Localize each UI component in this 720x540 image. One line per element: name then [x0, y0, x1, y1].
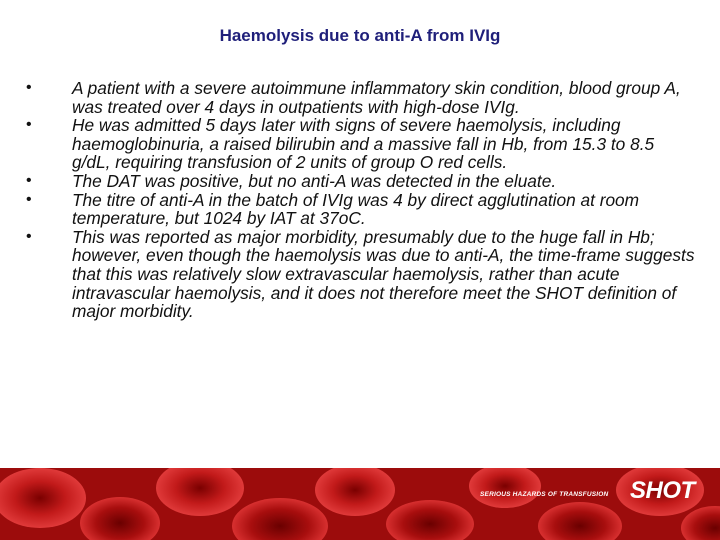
shot-logo: SHOT	[630, 477, 695, 504]
footer-tagline: SERIOUS HAZARDS OF TRANSFUSION	[480, 491, 609, 498]
slide-title: Haemolysis due to anti-A from IVIg	[219, 26, 501, 45]
bullet-marker: •	[26, 79, 32, 96]
bullet-marker: •	[26, 171, 32, 189]
bullet-item	[26, 172, 696, 191]
bullet-marker: •	[26, 227, 32, 245]
bullet-item	[26, 191, 696, 228]
bullet-marker: •	[26, 116, 32, 134]
bullet-text: A patient with a severe autoimmune inflammatory skin condition, blood group A, was treated over 4 days in outpatients with high-dose IVIg.	[72, 78, 681, 117]
bullet-item	[26, 116, 696, 172]
bullet-text: This was reported as major morbidity, presumably due to the huge fall in Hb; however, even though the haemolysis was due to anti-A, the time-frame suggests that this was relatively slow extravascular haemolysis, rather than acute intravascular haemolysis, and it does not therefore meet the SHOT definition of major morbidity.	[72, 226, 695, 322]
bullet-text: The titre of anti-A in the batch of IVIg was 4 by direct agglutination at room temperature, but 1024 by IAT at 37oC.	[72, 189, 640, 229]
bullet-text: The DAT was positive, but no anti-A was detected in the eluate.	[72, 170, 557, 191]
footer-banner	[0, 468, 720, 540]
bullet-item	[26, 228, 696, 321]
bullet-list	[26, 79, 696, 321]
bullet-text: He was admitted 5 days later with signs of severe haemolysis, including haemoglobinuria, a raised bilirubin and a massive fall in Hb, from 15.3 to 8.5 g/dL, requiring transfusion of 2 units of group O red cells.	[72, 115, 655, 173]
blood-cells-image	[0, 468, 720, 540]
bullet-item	[26, 79, 696, 116]
bullet-marker: •	[26, 190, 32, 208]
